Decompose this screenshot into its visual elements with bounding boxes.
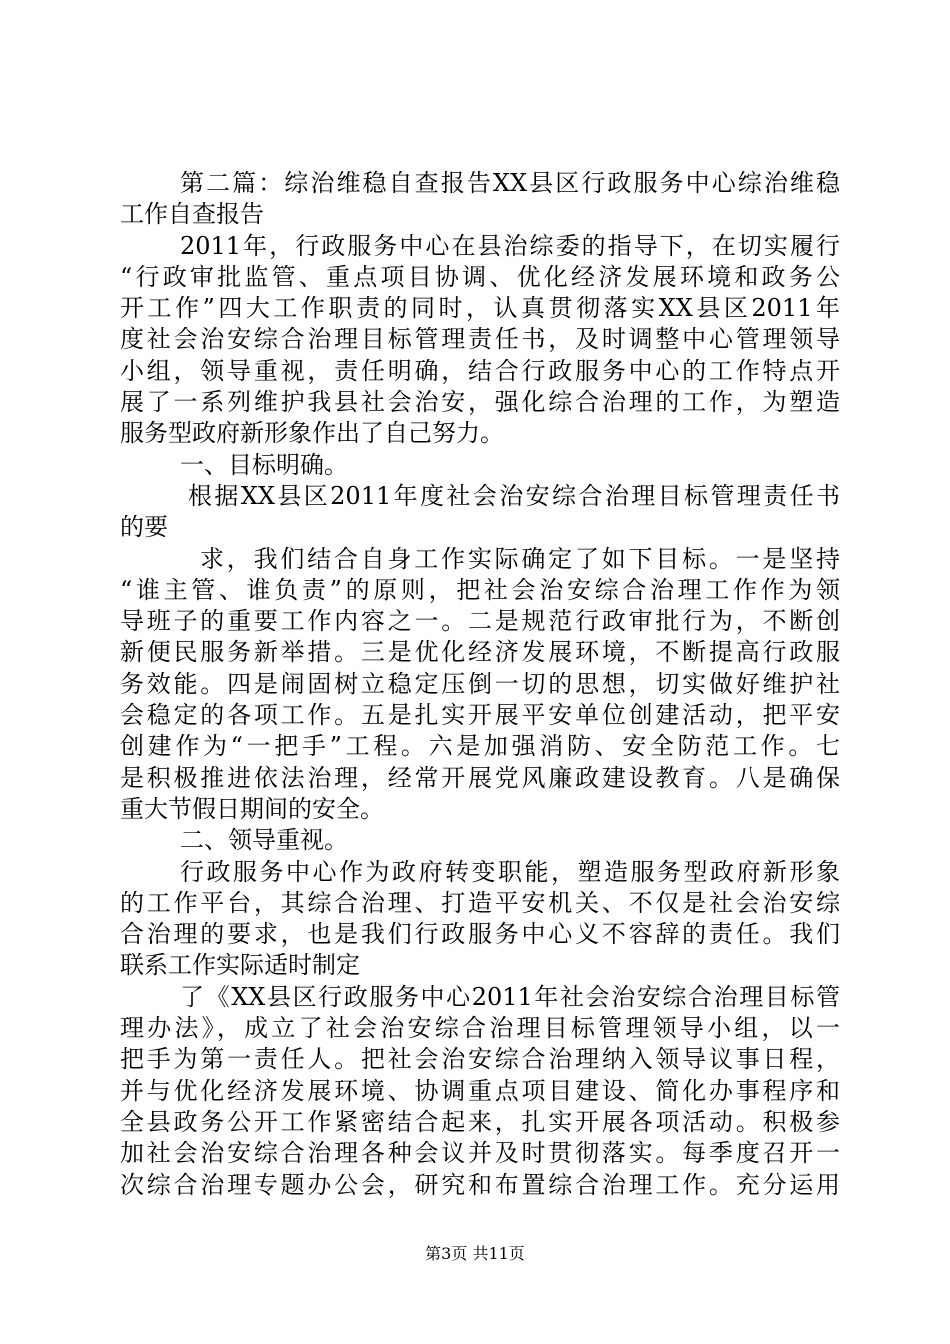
paragraph-line: 联系工作实际适时制定 xyxy=(120,951,360,980)
paragraph-line: 全县政务公开工作紧密结合起来，扎实开展各项活动。积极参 xyxy=(120,1107,840,1136)
page-number: 第3页 共11页 xyxy=(425,1244,525,1263)
paragraph-line: 新便民服务新举措。三是优化经济发展环境，不断提高行政服 xyxy=(120,638,840,667)
section-title-line: 第二篇：综治维稳自查报告XX县区行政服务中心综治维稳 xyxy=(180,169,840,197)
paragraph-line: 理办法》，成立了社会治安综合治理目标管理领导小组，以一 xyxy=(120,1014,840,1043)
paragraph-line: 开工作”四大工作职责的同时，认真贯彻落实XX县区2011年 xyxy=(120,294,840,323)
paragraph-line: 了《XX县区行政服务中心2011年社会治安综合治理目标管 xyxy=(180,982,840,1011)
paragraph-line: “行政审批监管、重点项目协调、优化经济发展环境和政务公 xyxy=(120,262,840,291)
paragraph-line: 求，我们结合自身工作实际确定了如下目标。一是坚持 xyxy=(200,544,840,573)
section-heading: 一、目标明确。 xyxy=(180,450,348,479)
paragraph-line: 务效能。四是闹固树立稳定压倒一切的思想，切实做好维护社 xyxy=(120,669,840,698)
document-body xyxy=(120,168,840,1201)
paragraph-line: 服务型政府新形象作出了自己努力。 xyxy=(120,419,504,448)
paragraph-line: 重大节假日期间的安全。 xyxy=(120,794,384,823)
paragraph-line: 创建作为“一把手”工程。六是加强消防、安全防范工作。七 xyxy=(120,732,840,761)
paragraph-line: 展了一系列维护我县社会治安，强化综合治理的工作，为塑造 xyxy=(120,388,840,417)
paragraph-line: 行政服务中心作为政府转变职能，塑造服务型政府新形象 xyxy=(180,857,840,886)
paragraph-line: 度社会治安综合治理目标管理责任书，及时调整中心管理领导 xyxy=(120,325,840,354)
page-footer xyxy=(0,1244,950,1264)
paragraph-line: 2011年，行政服务中心在县治综委的指导下，在切实履行 xyxy=(180,231,840,260)
paragraph-line: 把手为第一责任人。把社会治安综合治理纳入领导议事日程， xyxy=(120,1045,840,1074)
paragraph-line: 加社会治安综合治理各种会议并及时贯彻落实。每季度召开一 xyxy=(120,1139,840,1168)
paragraph-line: 会稳定的各项工作。五是扎实开展平安单位创建活动，把平安 xyxy=(120,701,840,730)
section-heading: 二、领导重视。 xyxy=(180,826,348,855)
paragraph-line: 的工作平台，其综合治理、打造平安机关、不仅是社会治安综 xyxy=(120,888,840,917)
paragraph-line: 导班子的重要工作内容之一。二是规范行政审批行为，不断创 xyxy=(120,607,840,636)
paragraph-line: “谁主管、谁负责”的原则，把社会治安综合治理工作作为领 xyxy=(120,575,840,604)
paragraph-line: 根据XX县区2011年度社会治安综合治理目标管理责任书 xyxy=(188,481,840,510)
paragraph-line: 是积极推进依法治理，经常开展党风廉政建设教育。八是确保 xyxy=(120,763,840,792)
paragraph-line: 的要 xyxy=(120,513,168,542)
paragraph-line: 小组，领导重视，责任明确，结合行政服务中心的工作特点开 xyxy=(120,356,840,385)
section-title-line: 工作自查报告 xyxy=(120,200,264,229)
paragraph-line: 并与优化经济发展环境、协调重点项目建设、简化办事程序和 xyxy=(120,1076,840,1105)
paragraph-line: 次综合治理专题办公会，研究和布置综合治理工作。充分运用 xyxy=(120,1170,840,1199)
paragraph-line: 合治理的要求，也是我们行政服务中心义不容辞的责任。我们 xyxy=(120,920,840,949)
